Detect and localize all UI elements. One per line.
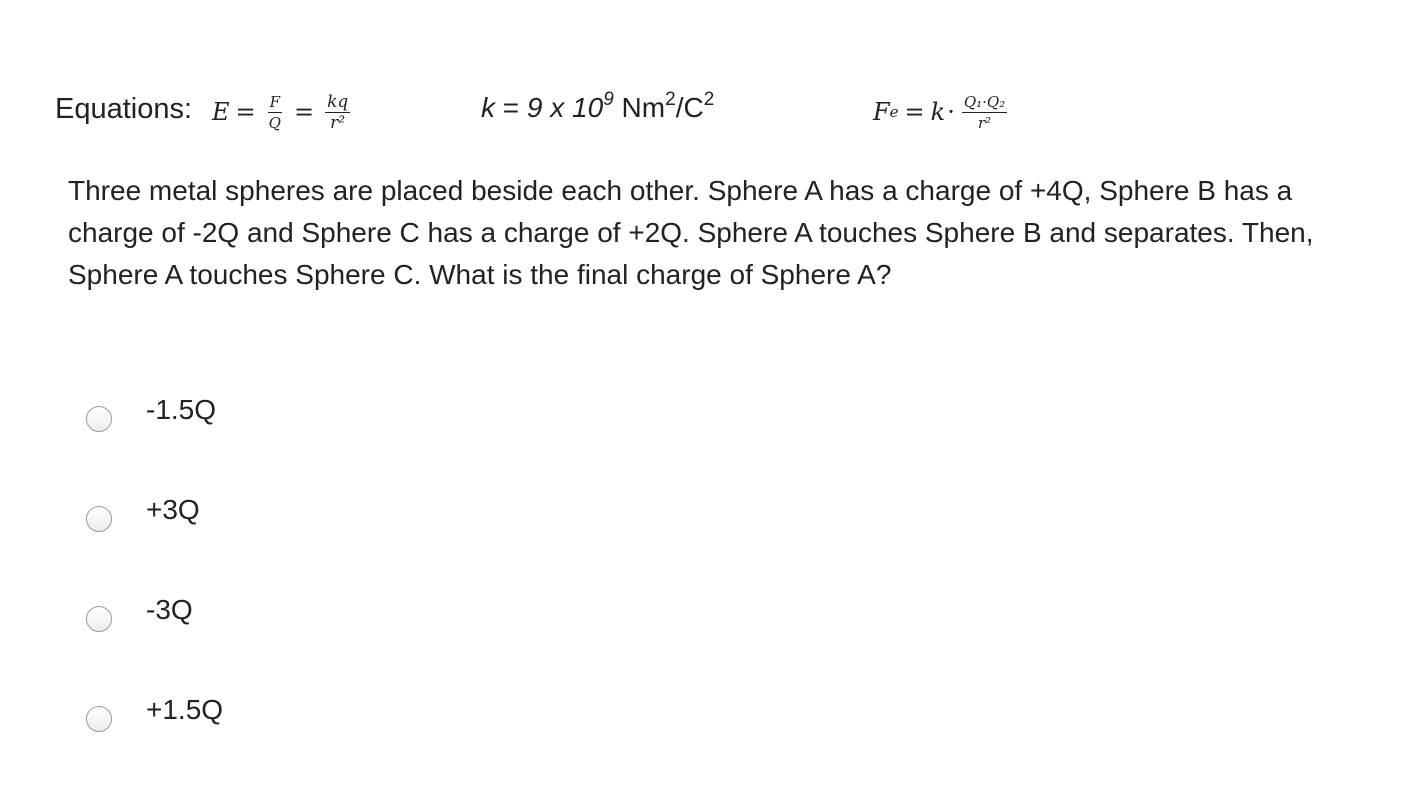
eq2-unit: Nm	[613, 92, 666, 123]
radio-button[interactable]	[86, 406, 112, 432]
eq3-numerator: Q₁·Q₂	[963, 92, 1006, 111]
eq3-fraction	[962, 92, 1007, 133]
option-label: +3Q	[146, 494, 200, 525]
radio-button[interactable]	[86, 506, 112, 532]
eq3-k: k	[930, 98, 946, 126]
option-1[interactable]	[86, 385, 486, 435]
eq1-equals-2: =	[293, 98, 315, 126]
option-label: +1.5Q	[146, 694, 224, 725]
eq2-k: k	[481, 92, 495, 123]
eq1-frac2-denominator: r²	[330, 112, 346, 133]
eq2-unit-coulomb: /C	[675, 92, 704, 123]
eq1-fraction-kq-over-r2	[325, 92, 350, 133]
eq1-lhs: E	[212, 98, 230, 126]
option-3[interactable]	[86, 585, 486, 635]
option-4[interactable]	[86, 685, 486, 735]
eq1-fraction-f-over-q	[267, 92, 283, 133]
electric-field-equation	[212, 82, 355, 142]
eq2-unit-squared: 2	[665, 89, 676, 110]
equations-row	[0, 70, 1424, 150]
eq2-times-ten: x 10	[542, 92, 604, 123]
eq3-denominator: r²	[977, 113, 992, 132]
option-label: -1.5Q	[146, 394, 217, 425]
radio-button[interactable]	[86, 606, 112, 632]
eq2-exponent: 9	[603, 89, 614, 110]
radio-button[interactable]	[86, 706, 112, 732]
eq1-frac1-denominator: Q	[268, 113, 281, 132]
equations-label: Equations:	[55, 93, 193, 125]
eq2-nine: 9	[526, 92, 543, 123]
eq1-equals: =	[235, 98, 256, 126]
option-2[interactable]	[86, 485, 486, 535]
eq3-equals: =	[904, 98, 925, 126]
eq2-unit-coulomb-squared: 2	[703, 89, 715, 110]
eq2-equals: =	[495, 92, 527, 123]
eq1-frac2-numerator: kq	[327, 91, 349, 112]
coulomb-force-equation: F e = k · $\frac{\text{Q₁·Q₂}}{\text{r²}}$	[873, 92, 1006, 132]
eq1-frac1-numerator: F	[269, 92, 280, 111]
eq3-f: F	[873, 98, 890, 126]
option-label: -3Q	[146, 594, 193, 625]
question-text: Three metal spheres are placed beside each other. Sphere A has a charge of +4Q, Sphere B has a charge of -2Q and Sphere C has a charge of +2Q. Sphere A touches Sphere B and separates. Then, Sphere A touches Sphere C. What is the final charge of Sphere A?	[68, 175, 1314, 290]
eq3-dot: ·	[947, 98, 955, 126]
coulomb-constant	[481, 90, 714, 126]
